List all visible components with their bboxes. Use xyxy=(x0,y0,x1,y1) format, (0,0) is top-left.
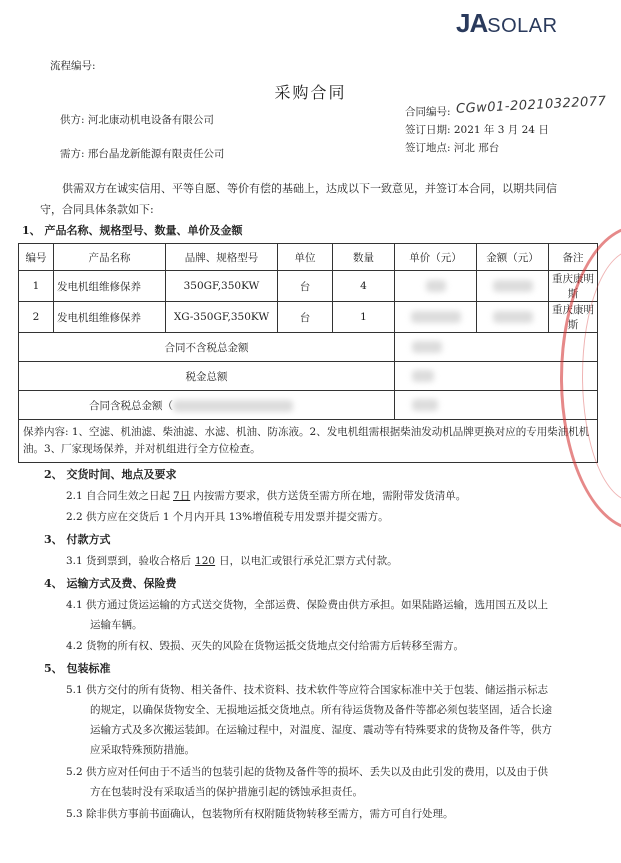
row-unit: 台 xyxy=(278,271,333,302)
section-4-1-line-2: 运输车辆。 xyxy=(90,619,143,631)
intro-line-1: 供需双方在诚实信用、平等自愿、等价有偿的基础上，达成以下一致意见，并签订本合同，以期共同信 xyxy=(62,182,557,195)
header-no: 编号 xyxy=(19,244,54,271)
table-row xyxy=(19,271,598,302)
section-5-2-line-2: 方在包装时没有采取适当的保护措施引起的锈蚀承担责任。 xyxy=(90,786,363,798)
redaction-blur xyxy=(412,341,442,353)
section-2-2: 2.2 供方应在交货后 1 个月内开具 13%增值税专用发票并提交需方。 xyxy=(66,511,389,523)
ja-solar-logo xyxy=(456,8,558,39)
row-name: 发电机组维修保养 xyxy=(54,271,166,302)
section-1-title: 1、 产品名称、规格型号、数量、单价及金额 xyxy=(22,224,243,237)
redaction-blur xyxy=(426,280,446,292)
section-5-1-line-1: 5.1 供方交付的所有货物、相关备件、技术资料、技术软件等应符合国家标准中关于包装、储运指示标志 xyxy=(66,684,549,696)
section-5-2-line-1: 5.2 供方应对任何由于不适当的包装引起的货物及备件等的损坏、丢失以及由此引发的费用，以及由于供 xyxy=(66,766,549,778)
tax-total-row xyxy=(19,362,598,391)
table-row xyxy=(19,302,598,333)
section-5-1-line-4: 应采取特殊预防措施。 xyxy=(90,744,195,756)
contract-title: 采购合同 xyxy=(274,83,347,102)
tax-total-label: 税金总额 xyxy=(19,362,395,391)
redaction-blur xyxy=(493,280,533,292)
section-5-1-line-2: 的规定，以确保货物安全、无损地运抵交货地点。所有待运货物及备件等都必须包装坚固，适合长途 xyxy=(90,704,552,716)
row-amount-redacted xyxy=(477,271,549,302)
section-2-1-a: 2.1 自合同生效之日起 xyxy=(66,490,171,502)
row-unit: 台 xyxy=(278,302,333,333)
section-3-1 xyxy=(66,553,398,568)
total-inc-tax-text: 合同含税总金额（ xyxy=(89,399,173,412)
redaction-blur xyxy=(412,399,438,411)
redaction-blur xyxy=(412,370,434,382)
sign-date: 签订日期: 2021 年 3 月 24 日 xyxy=(405,124,549,136)
row-unit-price-redacted xyxy=(395,302,477,333)
row-qty: 4 xyxy=(333,271,395,302)
section-4-title: 4、 运输方式及费、保险费 xyxy=(44,577,177,590)
row-unit-price-redacted xyxy=(395,271,477,302)
table-header-row xyxy=(19,244,598,271)
section-2-1-b: 内按需方要求，供方送货至需方所在地，需附带发货清单。 xyxy=(193,490,467,502)
redaction-blur xyxy=(411,311,461,323)
section-3-1-days: 120 xyxy=(195,555,216,567)
redaction-blur xyxy=(493,311,533,323)
product-table xyxy=(18,243,598,463)
header-remark: 备注 xyxy=(549,244,598,271)
redaction-blur xyxy=(173,400,293,412)
row-name: 发电机组维修保养 xyxy=(54,302,166,333)
row-remark: 重庆康明斯 xyxy=(549,302,598,333)
maintenance-note: 保养内容: 1、空滤、机油滤、柴油滤、水滤、机油、防冻液。2、发电机组需根据柴油发动机品牌更换对应的专用柴油机机油。3、厂家现场保养，并对机组进行全方位检查。 xyxy=(19,420,598,463)
total-inc-tax-row xyxy=(19,391,598,420)
section-2-1-days: 7日 xyxy=(173,490,191,502)
supplier-line: 供方: 河北康动机电设备有限公司 xyxy=(60,114,214,126)
section-5-1-line-3: 运输方式及多次搬运装卸。在运输过程中，对温度、湿度、震动等有特殊要求的货物及备件等，供方 xyxy=(90,724,552,736)
maintenance-note-row xyxy=(19,420,598,463)
logo-ja: JA xyxy=(456,8,488,38)
intro-line-2: 守，合同具体条款如下: xyxy=(40,203,154,216)
section-4-1-line-1: 4.1 供方通过货运运输的方式送交货物，全部运费、保险费由供方承担。如果陆路运输，选用国五及以上 xyxy=(66,599,549,611)
row-spec: XG-350GF,350KW xyxy=(166,302,278,333)
section-3-1-b: 日，以电汇或银行承兑汇票方式付款。 xyxy=(219,555,398,567)
total-inc-tax-label xyxy=(19,391,395,420)
logo-solar: SOLAR xyxy=(487,15,558,37)
section-4-2: 4.2 货物的所有权、毁损、灭失的风险在货物运抵交货地点交付给需方后转移至需方。 xyxy=(66,640,465,652)
section-5-3: 5.3 除非供方事前书面确认，包装物所有权附随货物转移至需方，需方可自行处理。 xyxy=(66,808,454,820)
header-amount: 金额（元） xyxy=(477,244,549,271)
contract-number-label: 合同编号: xyxy=(405,106,451,118)
header-unit-price: 单价（元） xyxy=(395,244,477,271)
section-2-title: 2、 交货时间、地点及要求 xyxy=(44,468,177,481)
section-3-1-a: 3.1 货到票到，验收合格后 xyxy=(66,555,192,567)
row-qty: 1 xyxy=(333,302,395,333)
total-ex-tax-row xyxy=(19,333,598,362)
row-amount-redacted xyxy=(477,302,549,333)
row-no: 2 xyxy=(19,302,54,333)
header-unit: 单位 xyxy=(278,244,333,271)
total-ex-tax-label: 合同不含税总金额 xyxy=(19,333,395,362)
section-3-title: 3、 付款方式 xyxy=(44,533,111,546)
sign-place: 签订地点: 河北 邢台 xyxy=(405,142,500,154)
header-spec: 品牌、规格型号 xyxy=(166,244,278,271)
buyer-line: 需方: 邢台晶龙新能源有限责任公司 xyxy=(60,148,225,160)
contract-number-handwritten: CGw01-20210322077 xyxy=(455,94,607,117)
section-2-1 xyxy=(66,488,466,503)
process-number-label: 流程编号: xyxy=(50,60,96,72)
header-qty: 数量 xyxy=(333,244,395,271)
row-remark: 重庆康明斯 xyxy=(549,271,598,302)
row-spec: 350GF,350KW xyxy=(166,271,278,302)
section-5-title: 5、 包装标准 xyxy=(44,662,111,675)
header-name: 产品名称 xyxy=(54,244,166,271)
row-no: 1 xyxy=(19,271,54,302)
